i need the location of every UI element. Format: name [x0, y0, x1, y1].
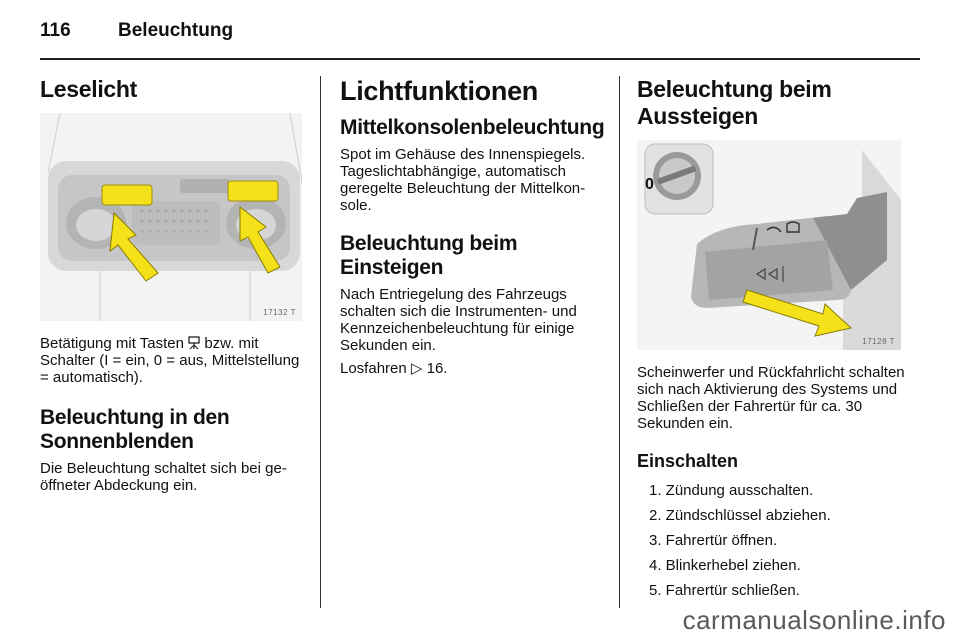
switch-position-label: 0 [645, 176, 654, 193]
list-item: 4. Blinkerhebel ziehen. [649, 557, 801, 574]
column-lichtfunktionen [340, 76, 606, 377]
losfahren-page-link[interactable]: 16. [426, 360, 448, 377]
list-item: 2. Zündschlüssel abziehen. [649, 507, 831, 524]
subheading-einschalten: Einschalten [637, 451, 739, 471]
reading-light-illustration [40, 113, 302, 321]
page-header [40, 18, 920, 58]
page-number: 116 [40, 20, 71, 41]
einschalten-steps [637, 482, 905, 599]
column-divider-1 [320, 76, 321, 608]
watermark: carmanualsonline.info [682, 605, 946, 635]
mittelkonsole-text: Spot im Gehäuse des Innenspiegels. Tageslichtabhängige, automatisch geregelte Beleuchtung der Mittelkonsole. [340, 146, 586, 214]
reading-light-figure [40, 113, 302, 321]
leselicht-text [40, 335, 302, 386]
losfahren-reference [340, 360, 606, 377]
figure-code: 17132 T [263, 308, 296, 317]
column-divider-2 [619, 76, 620, 608]
list-item: 3. Fahrertür öffnen. [649, 532, 778, 549]
subheading-mittelkonsole: Mittelkonsolenbeleuchtung [340, 116, 605, 139]
reading-light-icon [188, 336, 200, 350]
figure-code: 17128 T [862, 337, 895, 346]
section-heading-aussteigen: Beleuchtung beim Aussteigen [637, 76, 832, 129]
leselicht-text-part1: Betätigung mit Tasten [40, 335, 189, 352]
column-leselicht [40, 76, 302, 494]
losfahren-label: Losfahren [340, 360, 411, 377]
section-heading-leselicht: Leselicht [40, 76, 138, 102]
column-aussteigen [637, 76, 905, 607]
running-title: Beleuchtung [118, 20, 234, 41]
leselicht-text-part2: bzw. mit Schalter (I = ein, 0 = aus, Mittelstellung = automatisch). [40, 335, 300, 386]
exit-lighting-illustration [637, 140, 901, 350]
exit-lighting-figure [637, 140, 901, 350]
header-rule [40, 58, 920, 60]
aussteigen-text: Scheinwerfer und Rückfahrlicht schalten sich nach Aktivierung des Systems und Schließen der Fahrertür für ca. 30 Sekunden ein. [637, 364, 905, 432]
einsteigen-text: Nach Entriegelung des Fahrzeugs schalten sich die Instrumenten- und Kennzeichenbeleuchtung für einige Sekunden ein. [340, 286, 577, 354]
subheading-einsteigen: Beleuchtung beim Einsteigen [340, 232, 518, 279]
page-reference-icon: ▷ [410, 360, 423, 377]
sonnenblenden-text: Die Beleuchtung schaltet sich bei geöffneter Abdeckung ein. [40, 460, 287, 494]
list-item: 1. Zündung ausschalten. [649, 482, 814, 499]
section-heading-sonnenblenden: Beleuchtung in den Sonnenblenden [40, 406, 230, 453]
list-item: 5. Fahrertür schließen. [649, 582, 800, 599]
section-heading-lichtfunktionen: Lichtfunktionen [340, 76, 538, 106]
